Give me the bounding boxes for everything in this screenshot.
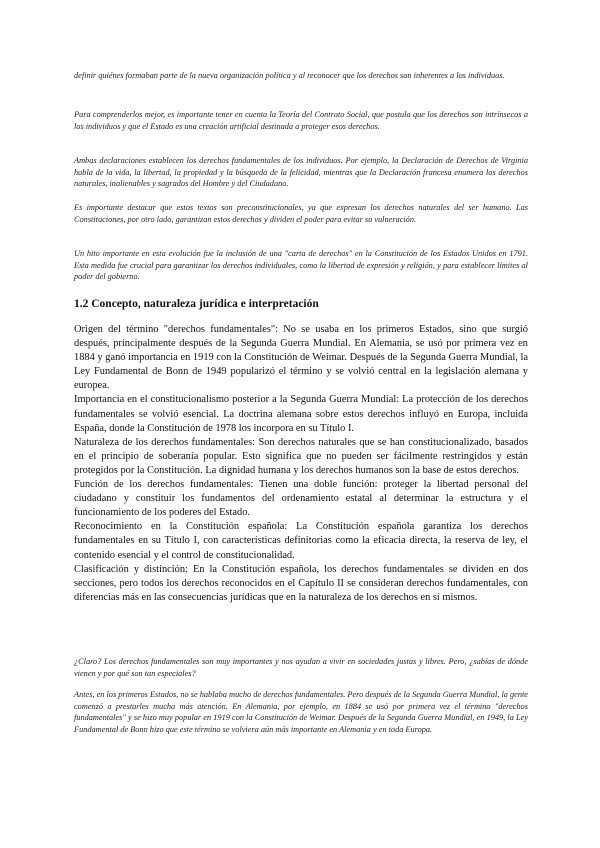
body-paragraph-naturaleza: Naturaleza de los derechos fundamentales: Son derechos naturales que se han constitucionalizado, basados en el principio de soberanía popular. Esto significa que no pueden ser fácilmente restringidos y están protegidos por la Constitución. La dignidad humana y los derechos humanos son la base de estos derechos. (74, 436, 528, 476)
body-paragraph-funcion: Función de los derechos fundamentales: Tienen una doble función: proteger la libertad personal del ciudadano y constituir los fundamentos del ordenamiento estatal al determinar la estructura y el funcionamiento de los poderes del Estado. (74, 479, 528, 519)
body-paragraph-clasificacion: Clasificación y distinción: En la Constitución española, los derechos fundamentales se dividen en dos secciones, pero todos los derechos reconocidos en el Capítulo II se consideran derechos fundamentales, con diferencias más en las consecuencias jurídicas que en la naturaleza de los derechos en sí mismos. (74, 563, 528, 603)
body-paragraph-reconocimiento: Reconocimiento en la Constitución española: La Constitución española garantiza los derechos fundamentales en su Título I, con características definitorias como la eficacia directa, la reserva de ley, el contenido esencial y el control de constitucionalidad. (74, 521, 528, 561)
section-heading: 1.2 Concepto, naturaleza jurídica e interpretación (74, 298, 319, 310)
body-text (74, 323, 528, 605)
intro-paragraph-5: Un hito importante en esta evolución fue la inclusión de una "carta de derechos" en la Constitución de los Estados Unidos en 1791. Esta medida fue crucial para garantizar los derechos individuales, como la libertad de expresión y religión, y para establecer límites al poder del gobierno. (74, 249, 528, 282)
outro-paragraph-2: Antes, en los primeros Estados, no se hablaba mucho de derechos fundamentales. Pero después de la Segunda Guerra Mundial, la gente comenzó a prestarles mucha más atención. En Alemania, por ejemplo, en 1884 se usó por primera vez el término "derechos fundamentales" y se hizo muy popular en 1919 con la Constitución de Weimar. Después de la Segunda Guerra Mundial, en 1949, la Ley Fundamental de Bonn hizo que este término se volviera aún más importante en Alemania y en toda Europa. (74, 690, 528, 734)
intro-paragraph-4: Es importante destacar que estos textos son preconstitucionales, ya que expresan los derechos naturales del ser humano. Las Constituciones, por otro lado, garantizan estos derechos y dividen el poder para evitar su vulneración. (74, 203, 528, 224)
body-paragraph-origen: Origen del término "derechos fundamentales": No se usaba en los primeros Estados, sino que surgió después, principalmente después de la Segunda Guerra Mundial. En Alemania, se usó por primera vez en 1884 y ganó importancia en 1919 con la Constitución de Weimar. Después de la Segunda Guerra Mundial, la Ley Fundamental de Bonn de 1949 popularizó el término y se volvió central en la legislación alemana y europea. (74, 324, 528, 392)
intro-paragraph-2: Para comprenderlos mejor, es importante tener en cuenta la Teoría del Contrato Social, que postula que los derechos son intrínsecos a los individuos y que el Estado es una creación artificial destinada a proteger esos derechos. (74, 110, 528, 131)
intro-paragraph-3: Ambas declaraciones establecen los derechos fundamentales de los individuos. Por ejemplo, la Declaración de Derechos de Virginia habla de la vida, la libertad, la propiedad y la búsqueda de la felicidad, mientras que la Declaración francesa enumera los derechos naturales, inalienables y sagrados del Hombre y del Ciudadano. (74, 156, 528, 189)
outro-paragraph-1: ¿Claro? Los derechos fundamentales son muy importantes y nos ayudan a vivir en sociedades justas y libres. Pero, ¿sabías de dónde vienen y por qué son tan especiales? (74, 657, 528, 678)
body-paragraph-importancia: Importancia en el constitucionalismo posterior a la Segunda Guerra Mundial: La protección de los derechos fundamentales se volvió esencial. La doctrina alemana sobre estos derechos influyó en Europa, incluida España, donde la Constitución de 1978 los incorpora en su Título I. (74, 394, 528, 434)
intro-paragraph-1: definir quiénes formaban parte de la nueva organización política y al reconocer que los derechos son inherentes a los individuos. (74, 71, 505, 80)
